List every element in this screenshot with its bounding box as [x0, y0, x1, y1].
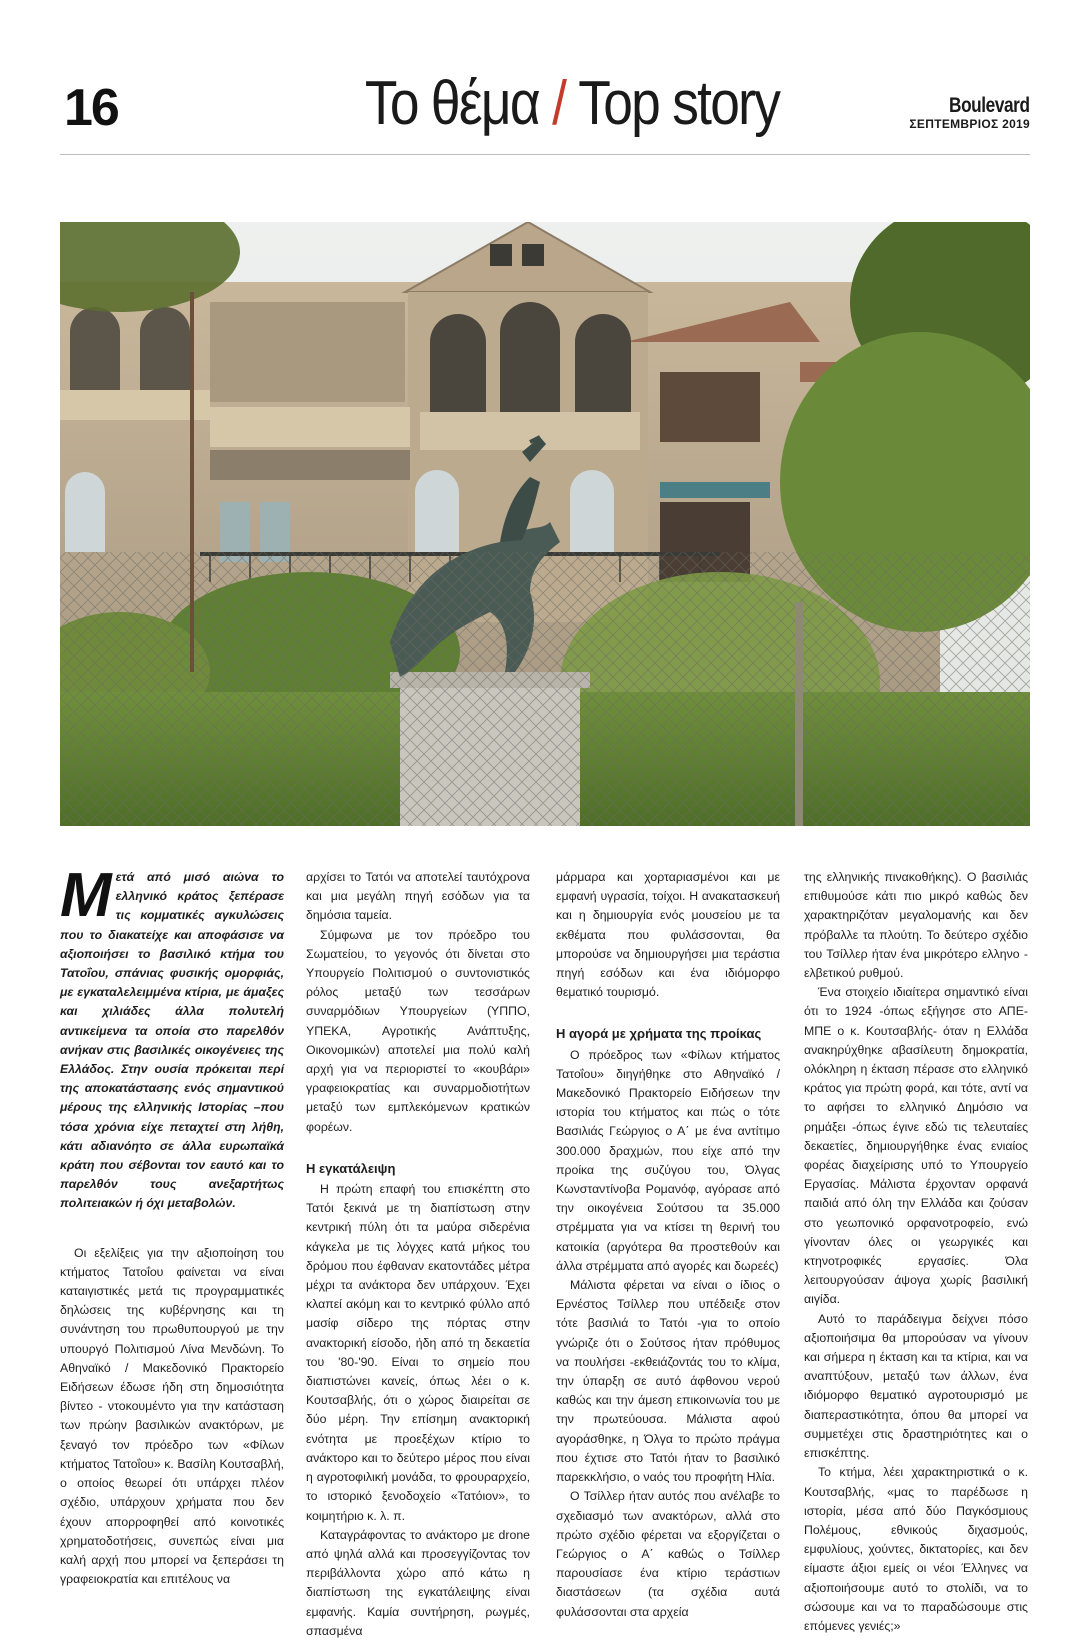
section-title-greek: Το θέμα [364, 69, 539, 138]
photo-illustration [60, 222, 1030, 826]
title-slash: / [552, 69, 566, 138]
paragraph: της ελληνικής πινακοθήκης). Ο βασιλιάς επιθυμούσε κάτι πιο μικρό καθώς δεν χαρακτηριζόταν μεγαλομανής και δεν πρόβαλλε τα πλούτη. Το δεύτερο σχέδιο του Τσίλλερ ήταν ένα μικρότερο ελληνο - ελβετικού ρυθμού. [804, 870, 1028, 981]
paragraph: Αυτό το παράδειγμα δείχνει πόσο αξιοποιήσιμα θα μπορούσαν να γίνουν και σήμερα η έκταση και τα κτίρια, και να αναπτύξουν, μεταξύ των άλλων, ένα ιδιόμορφο θεματικό αγροτουρισμό με διαπεραστικότητα, όπου θα μπορεί να συμμετέχει στις δραστηριότητες και ο επισκέπτης. [804, 1311, 1028, 1461]
issue-date: ΣΕΠΤΕΜΒΡΙΟΣ 2019 [909, 117, 1030, 131]
section-title-english: Top story [578, 69, 780, 138]
paragraph: Μάλιστα φέρεται να είναι ο ίδιος ο Ερνέστος Τσίλλερ που υπέδειξε στον τότε βασιλιά το Τατόι -για το οποίο γνώριζε ότι ο Σούτσος ήταν πρόθυμος να πουλήσει -εκθειάζοντάς του το κλίμα, την ύπαρξη σε αυτό άφθονου νερού καθώς και την άμεση επικοινωνία του με την πρωτεύουσα. Μάλιστα αφού αγοράσθηκε, η Όλγα το πρώτο πράγμα που έχτισε στο Τατόι ήταν το βασιλικό παρεκκλήσιο, ο ναός του προφήτη Ηλία. [556, 1278, 780, 1485]
paragraph: μάρμαρα και χορταριασμένοι και με εμφανή υγρασία, τοίχοι. Η ανακατασκευή και η δημιουργία ενός μουσείου με τα εκθέματα που φυλάσσονται, θα μπορούσε να δημιουργήσει μια τεράστια πηγή εσόδων και ένα ιδιόμορφο θεματικό τουρισμό. [556, 870, 780, 1000]
article-column-1 [60, 861, 284, 1589]
article-photo [60, 222, 1030, 826]
page-number: 16 [64, 79, 118, 137]
paragraph: Ο πρόεδρος των «Φίλων κτήματος Τατοΐου» διηγήθηκε στο Αθηναϊκό / Μακεδονικό Πρακτορείο Ειδήσεων την ιστορία του κτήματος και πώς ο τότε Βασιλιάς Γεώργιος ο Α΄ με ένα αντίτιμο 300.000 δραχμών, που είχε από την προίκα της συζύγου του, Όλγας Κωνσταντίνοβα Ρομανόφ, αγόρασε από την οικογένεια Σούτσου τα 35.000 στρέμματα για να κτίσει τη θερινή του κατοικία (αργότερα θα προστεθούν και άλλα στρέμματα από αγορές και δωρεές) [556, 1047, 780, 1273]
paragraph: Η πρώτη επαφή του επισκέπτη στο Τατόι ξεκινά με τη διαπίστωση στην κεντρική πύλη ότι τα μαύρα σιδερένια κάγκελα με τις λόγχες κατά μήκος του δρόμου που έφθαναν εκατοντάδες μέτρα μέχρι τα ανάκτορα δεν υπάρχουν. Έχει κλαπεί ακόμη και το κεντρικό φύλλο από μασίφ σίδερο της πόρτας στην ανακτορική είσοδο, ήδη από τη δεκαετία του '80-'90. Είναι το σημείο που διαπιστώνει κανείς, όπως λέει ο κ. Κουτσαβλής, ότι ο χώρος διαιρείται σε δύο μέρη. Την επίσημη ανακτορική ενότητα με προεξέχων κτίριο το ανάκτορο και το δεύτερο μέρος που είναι η αγροτοφιλική μονάδα, το φρουραρχείο, το ιστορικό ξενοδοχείο «Τατόιον», το κοιμητήριο κ. λ. π. [306, 1182, 530, 1523]
subheading-abandonment: Η εγκατάλειψη [306, 1160, 396, 1176]
lead-text: ετά από μισό αιώνα το ελληνικό κράτος ξεπέρασε τις κομματικές αγκυλώσεις που το διακατείχε και αποφάσισε να αξιοποιήσει το βασιλικό κτήμα του Τατοΐου, σπάνιας φυσικής ομορφιάς, με εγκαταλελειμμένα κτίρια, με άμαξες και χιλιάδες άλλα πολυτελή αντικείμενα τα οποία στο παρελθόν ανήκαν στις βασιλικές οικογένειες της Ελλάδος. Στην ουσία πρόκειται περί της αποκατάστασης ενός σημαντικού μέρους της ελληνικής Ιστορίας –που τόσα χρόνια είχε πεταχτεί στη λήθη, κάτι αδιανόητο σε άλλα ευρωπαϊκά κράτη που σέβονται τον εαυτό και το παρελθόν τους ανεξαρτήτως πολιτειακών ή όχι μεταβολών. [60, 870, 284, 1211]
section-title [357, 68, 787, 139]
drop-cap: Μ [60, 861, 112, 930]
article-column-2 [306, 868, 530, 1641]
article-lead [60, 861, 284, 1214]
paragraph: Ο Τσίλλερ ήταν αυτός που ανέλαβε το σχεδιασμό των ανακτόρων, αλλά στο πρώτο σχέδιο φέρεται να εξοργίζεται ο Γεώργιος ο Α΄ καθώς ο Τσίλλερ παρουσίασε ένα κτίριο τεράστιων διαστάσεων (τα σχέδια αυτά φυλάσσονται στα αρχεία [556, 1489, 780, 1619]
paragraph: Το κτήμα, λέει χαρακτηριστικά ο κ. Κουτσαβλής, «μας το παρέδωσε η ιστορία, μέσα από δύο Παγκόσμιους Πολέμους, εθνικούς διχασμούς, εμφυλίους, χούντες, δικτατορίες, και δεν είμαστε άξιοι εμείς οι νέοι Έλληνες να αξιοποιήσουμε αυτό το στολίδι, να το σώσουμε και να το παραδώσουμε στις επόμενες γενιές;» [804, 1465, 1028, 1633]
masthead [909, 96, 1030, 132]
paragraph: αρχίσει το Τατόι να αποτελεί ταυτόχρονα και μια μεγάλη πηγή εσόδων για τα δημόσια ταμεία. [306, 870, 530, 923]
paragraph: Καταγράφοντας το ανάκτορο με drone από ψηλά αλλά και προσεγγίζοντας τον περιβάλλοντα χώρο από κάτω η διαπίστωση της εγκατάλειψης είναι εμφανής. Καμία συντήρηση, ρωγμές, σπασμένα [306, 1527, 530, 1638]
page-header [60, 70, 1030, 155]
paragraph: Οι εξελίξεις για την αξιοποίηση του κτήματος Τατοΐου φαίνεται να είναι καταιγιστικές μετά τις προγραμματικές δηλώσεις της κυβέρνησης και τη συνάντηση του πρωθυπουργού με την υπουργό Πολιτισμού Λίνα Μενδώνη. Το Αθηναϊκό / Μακεδονικό Πρακτορείο Ειδήσεων έδωσε ήδη στη δημοσιότητα βίντεο - ντοκουμέντο για την κατάσταση των πρώην βασιλικών ανακτόρων, με ξεναγό τον πρόεδρο των «Φίλων κτήματος Τατοΐου» κ. Βασίλη Κουτσαβλή, ο οποίος θεωρεί ότι υπάρχει πλέον σχέδιο, υπάρχουν χρήματα που δεν έχουν απορροφηθεί από κοινοτικές χρηματοδοτήσεις, συνεπώς είναι μια καλή αρχή που μπορεί να ξεπεράσει τη γραφειοκρατία και επιτέλους να [60, 1245, 284, 1587]
paragraph: Ένα στοιχείο ιδιαίτερα σημαντικό είναι ότι το 1924 -όπως εξήγησε στο ΑΠΕ-ΜΠΕ ο κ. Κουτσαβλής- όταν η Ελλάδα ανακηρύχθηκε αβασίλευτη δημοκρατία, ολόκληρη η έκταση πέρασε στο ελληνικό κράτος για πρώτη φορά, και τότε, αντί να το αφήσει το ελληνικό Δημόσιο να ρημάξει -όπως έγινε εδώ τις τελευταίες δεκαετίες, δημιουργήθηκε ένας ενιαίος φορέας διαχείρισης υπό το Υπουργείο Εργασίας. Μάλιστα έρχονταν ορφανά παιδιά από όλη την Ελλάδα και ζούσαν στο γεωπονικό ορφανοτροφείο, ενώ γίνονταν όλες οι γεωργικές και κτηνοτροφικές εργασίες. Όλα λειτουργούσαν άψογα χωρίς βασιλική αιγίδα. [804, 985, 1028, 1307]
article-column-4 [804, 868, 1028, 1636]
article-column-3 [556, 868, 780, 1622]
paragraph: Σύμφωνα με τον πρόεδρο του Σωματείου, το γεγονός ότι δίνεται στο Υπουργείο Πολιτισμού ο συντονιστικός ρόλος μεταξύ των τεσσάρων συναρμόδιων Υπουργείων (ΥΠΠΟ, ΥΠΕΚΑ, Αγροτικής Ανάπτυξης, Οικονομικών) αποτελεί μια πολύ καλή αρχή για να περιοριστεί το «κουβάρι» γραφειοκρατίας και συναρμοδιοτήτων μεταξύ των εμπλεκόμενων κρατικών φορέων. [306, 927, 530, 1134]
brand-name: Boulevard [949, 94, 1030, 117]
subheading-dowry-purchase: Η αγορά με χρήματα της προίκας [556, 1026, 762, 1042]
